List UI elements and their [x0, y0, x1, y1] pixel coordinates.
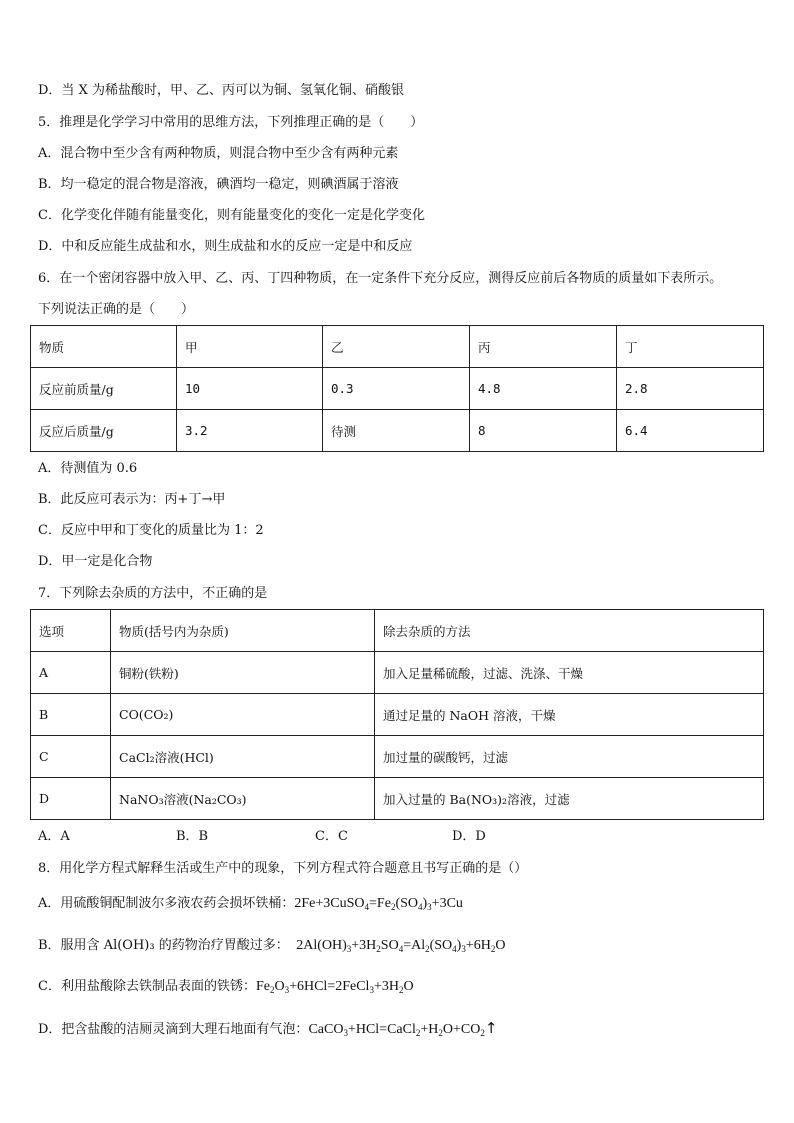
- table-row: [31, 410, 764, 452]
- equation-b: $2Al(OH)_3+3H_2SO_4=Al_2(SO_4)_3+6H_2O$: [282, 938, 506, 954]
- table-cell: 6.4: [617, 410, 764, 452]
- table-cell: 待测: [323, 410, 470, 452]
- q6-option-c: C．反应中甲和丁变化的质量比为 1：2: [38, 523, 264, 538]
- table-cell: 加入足量稀硫酸，过滤、洗涤、干燥: [375, 652, 764, 694]
- q8-stem: 8．用化学方程式解释生活或生产中的现象，下列方程式符合题意且书写正确的是（）: [38, 861, 528, 876]
- q8-option-b-text: B．服用含 Al(OH)₃ 的药物治疗胃酸过多：: [38, 938, 283, 953]
- q8-option-d-text: D．把含盐酸的洁厕灵滴到大理石地面有气泡：: [38, 1022, 309, 1037]
- equation-d: $CaCO_3+HCl=CaCl_2+H_2O+CO_2↑$: [308, 1019, 498, 1038]
- table-header-cell: 物质: [31, 326, 177, 368]
- equation-c: $Fe_2O_3+6HCl=2FeCl_3+3H_2O$: [255, 979, 414, 995]
- table-cell: 3.2: [177, 410, 323, 452]
- table-cell: A: [31, 652, 111, 694]
- table-cell: 反应前质量/g: [31, 368, 177, 410]
- table-header-cell: 丁: [617, 326, 764, 368]
- table-cell: 2.8: [617, 368, 764, 410]
- q7-choice-a: A．A: [38, 829, 70, 844]
- table-cell: NaNO₃溶液(Na₂CO₃): [111, 778, 375, 820]
- table-cell: CO(CO₂): [111, 694, 375, 736]
- table-cell: 通过足量的 NaOH 溶液，干燥: [375, 694, 764, 736]
- q5-option-b: B．均一稳定的混合物是溶液，碘酒均一稳定，则碘酒属于溶液: [38, 177, 399, 192]
- q8-option-b: [38, 937, 505, 955]
- table-cell: C: [31, 736, 111, 778]
- table-header-cell: 乙: [323, 326, 470, 368]
- table-header-cell: 丙: [470, 326, 617, 368]
- table-cell: 加过量的碳酸钙，过滤: [375, 736, 764, 778]
- table-header-row: [31, 610, 764, 652]
- equation-a: $2Fe+3CuSO_4=Fe_2(SO_4)_3+3Cu$: [294, 896, 463, 912]
- table-cell: D: [31, 778, 111, 820]
- table-header-cell: 除去杂质的方法: [375, 610, 764, 652]
- table-row: [31, 694, 764, 736]
- table-cell: 10: [177, 368, 323, 410]
- table-header-row: [31, 326, 764, 368]
- q7-choice-c: C．C: [315, 829, 348, 844]
- table-cell: 反应后质量/g: [31, 410, 177, 452]
- q5-stem: 5．推理是化学学习中常用的思维方法，下列推理正确的是（ ）: [38, 115, 424, 130]
- q6-option-b: B．此反应可表示为：丙+丁→甲: [38, 492, 226, 507]
- table-cell: B: [31, 694, 111, 736]
- table-cell: 铜粉(铁粉): [111, 652, 375, 694]
- q7-stem: 7．下列除去杂质的方法中，不正确的是: [38, 586, 268, 601]
- table-cell: 4.8: [470, 368, 617, 410]
- gas-arrow-icon: ↑: [484, 1019, 498, 1037]
- table-cell: 加入过量的 Ba(NO₃)₂溶液，过滤: [375, 778, 764, 820]
- q8-option-c: [38, 978, 414, 996]
- table-cell: 8: [470, 410, 617, 452]
- q5-option-a: A．混合物中至少含有两种物质，则混合物中至少含有两种元素: [38, 146, 399, 161]
- table-cell: 0.3: [323, 368, 470, 410]
- q8-option-c-text: C．利用盐酸除去铁制品表面的铁锈：: [38, 979, 256, 994]
- table-row: [31, 368, 764, 410]
- table-row: [31, 778, 764, 820]
- q6-stem-line2: 下列说法正确的是（ ）: [38, 302, 195, 317]
- q7-choice-b: B．B: [176, 829, 209, 844]
- q5-option-d: D．中和反应能生成盐和水，则生成盐和水的反应一定是中和反应: [38, 239, 413, 254]
- q6-mass-table: [30, 325, 764, 452]
- table-header-cell: 物质(括号内为杂质): [111, 610, 375, 652]
- table-header-cell: 选项: [31, 610, 111, 652]
- q7-impurity-table: [30, 609, 764, 820]
- q6-stem-line1: 6．在一个密闭容器中放入甲、乙、丙、丁四种物质，在一定条件下充分反应，测得反应前后各物质的质量如下表所示。: [38, 271, 723, 286]
- table-header-cell: 甲: [177, 326, 323, 368]
- q6-option-d: D．甲一定是化合物: [38, 554, 153, 569]
- q7-choice-d: D．D: [452, 829, 486, 844]
- q8-option-d: [38, 1019, 497, 1039]
- q8-option-a-text: A．用硫酸铜配制波尔多液农药会损坏铁桶：: [38, 896, 295, 911]
- table-cell: CaCl₂溶液(HCl): [111, 736, 375, 778]
- table-row: [31, 736, 764, 778]
- q6-option-a: A．待测值为 0.6: [38, 461, 138, 476]
- q8-option-a: [38, 895, 463, 913]
- q4-option-d: D．当 X 为稀盐酸时，甲、乙、丙可以为铜、氢氧化铜、硝酸银: [38, 83, 404, 98]
- q5-option-c: C．化学变化伴随有能量变化，则有能量变化的变化一定是化学变化: [38, 208, 425, 223]
- table-row: [31, 652, 764, 694]
